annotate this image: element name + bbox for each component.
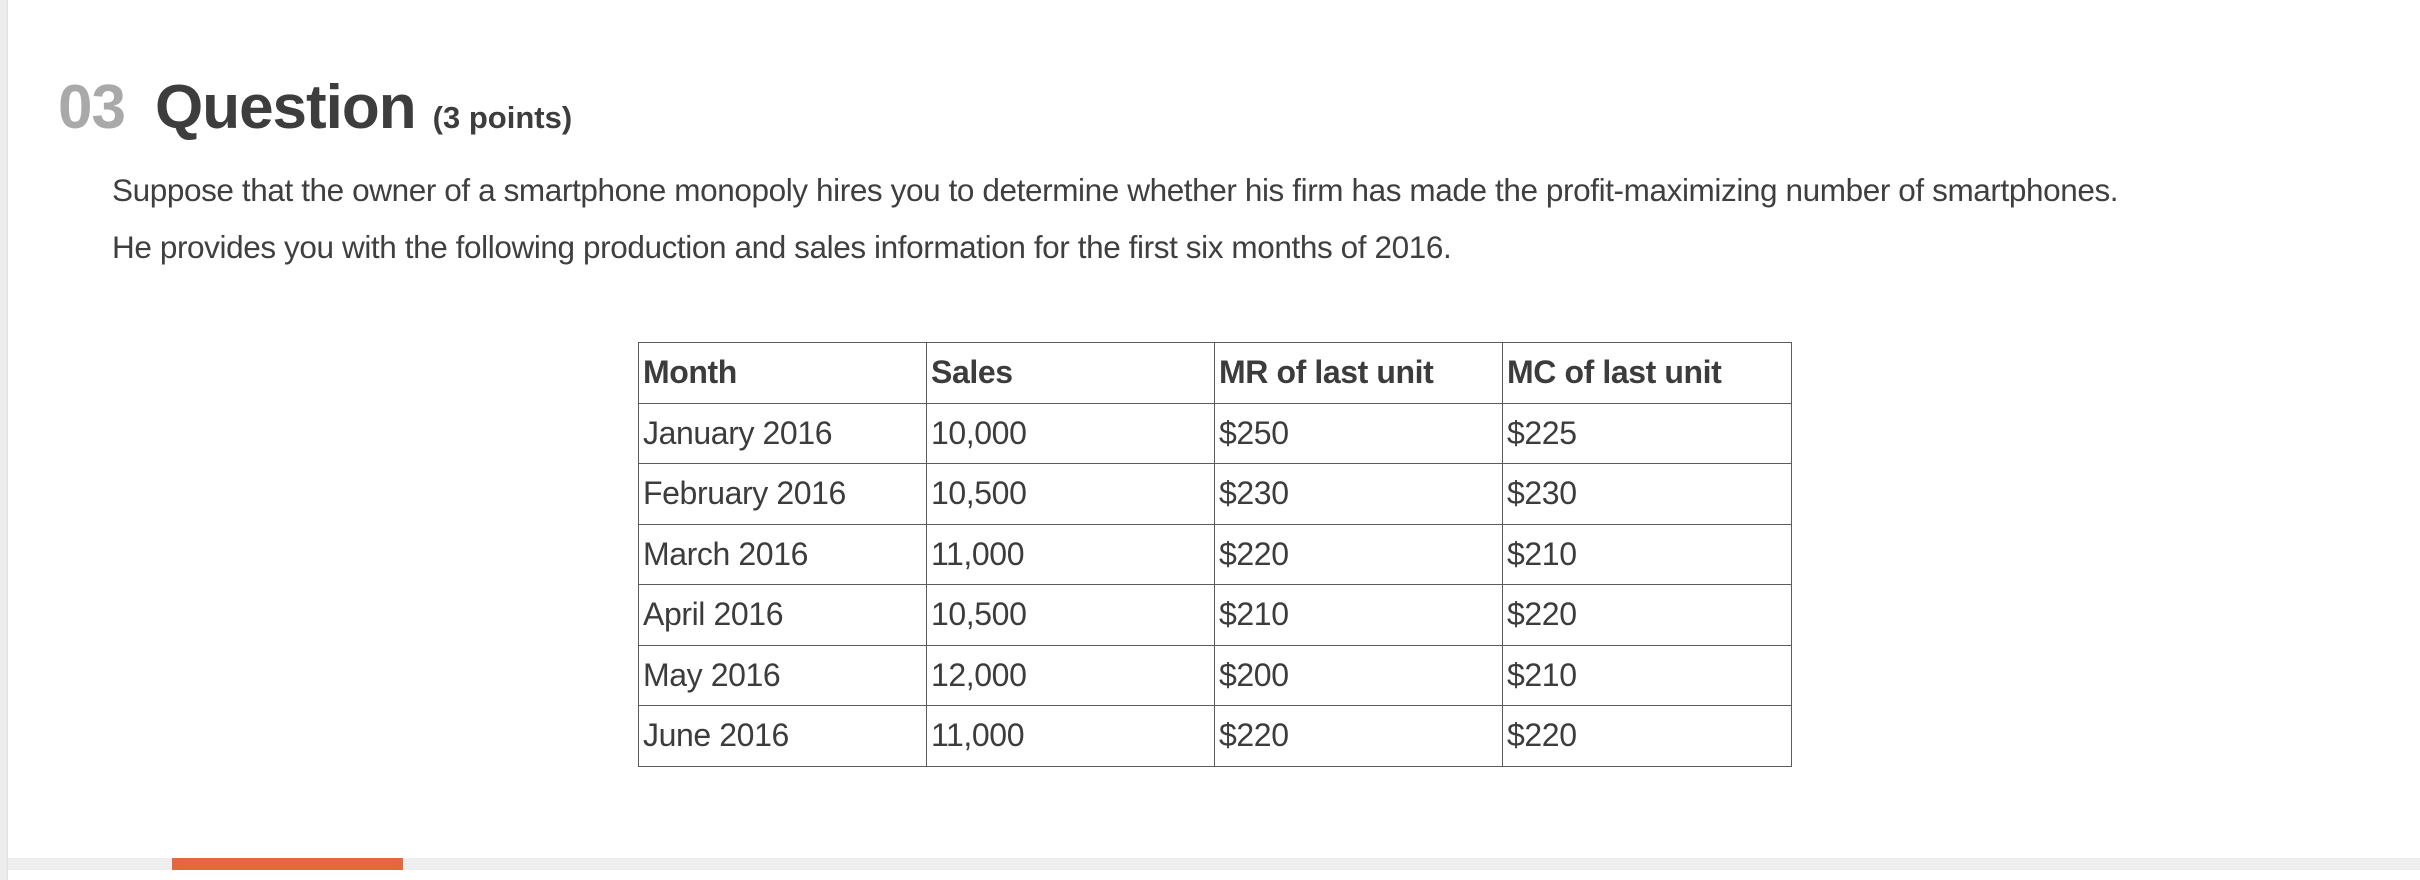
- table-row: [639, 403, 1792, 464]
- table-cell-mc: $220: [1503, 706, 1792, 767]
- table-cell-sales: 11,000: [927, 524, 1215, 585]
- table-cell-month: February 2016: [639, 464, 927, 525]
- question-title: Question: [154, 73, 416, 142]
- left-edge-strip: [0, 0, 8, 880]
- table-cell-mc: $220: [1503, 585, 1792, 646]
- table-row: [639, 585, 1792, 646]
- table-header-row: [639, 343, 1792, 404]
- table-cell-sales: 12,000: [927, 645, 1215, 706]
- table-cell-month: May 2016: [639, 645, 927, 706]
- table-cell-sales: 11,000: [927, 706, 1215, 767]
- question-header: [58, 73, 573, 142]
- table-row: [639, 706, 1792, 767]
- sales-data-table: [638, 342, 1792, 767]
- question-prompt-line-1: Suppose that the owner of a smartphone monopoly hires you to determine whether his firm has made the profit-maximizing number of smartphones.: [112, 172, 2119, 208]
- col-header-sales: Sales: [927, 343, 1215, 404]
- question-prompt: [112, 162, 2118, 276]
- table-cell-mr: $230: [1215, 464, 1503, 525]
- table-cell-mc: $230: [1503, 464, 1792, 525]
- accent-bar: [172, 858, 403, 870]
- table-cell-mr: $220: [1215, 706, 1503, 767]
- table-row: [639, 464, 1792, 525]
- table-cell-month: April 2016: [639, 585, 927, 646]
- question-points-badge: (3 points): [432, 100, 573, 135]
- col-header-mr: MR of last unit: [1215, 343, 1503, 404]
- table-cell-mr: $220: [1215, 524, 1503, 585]
- section-divider-band: [0, 858, 2420, 870]
- table-cell-mc: $210: [1503, 524, 1792, 585]
- table-cell-sales: 10,500: [927, 464, 1215, 525]
- table-cell-month: June 2016: [639, 706, 927, 767]
- table-cell-mc: $225: [1503, 403, 1792, 464]
- table-row: [639, 645, 1792, 706]
- table-cell-mr: $210: [1215, 585, 1503, 646]
- table-cell-month: January 2016: [639, 403, 927, 464]
- table-cell-mr: $250: [1215, 403, 1503, 464]
- table-cell-sales: 10,000: [927, 403, 1215, 464]
- col-header-month: Month: [639, 343, 927, 404]
- table-cell-month: March 2016: [639, 524, 927, 585]
- question-prompt-line-2: He provides you with the following production and sales information for the first six months of 2016.: [112, 229, 1452, 265]
- table-cell-sales: 10,500: [927, 585, 1215, 646]
- col-header-mc: MC of last unit: [1503, 343, 1792, 404]
- table-cell-mr: $200: [1215, 645, 1503, 706]
- question-number: 03: [58, 73, 125, 142]
- table-cell-mc: $210: [1503, 645, 1792, 706]
- table-row: [639, 524, 1792, 585]
